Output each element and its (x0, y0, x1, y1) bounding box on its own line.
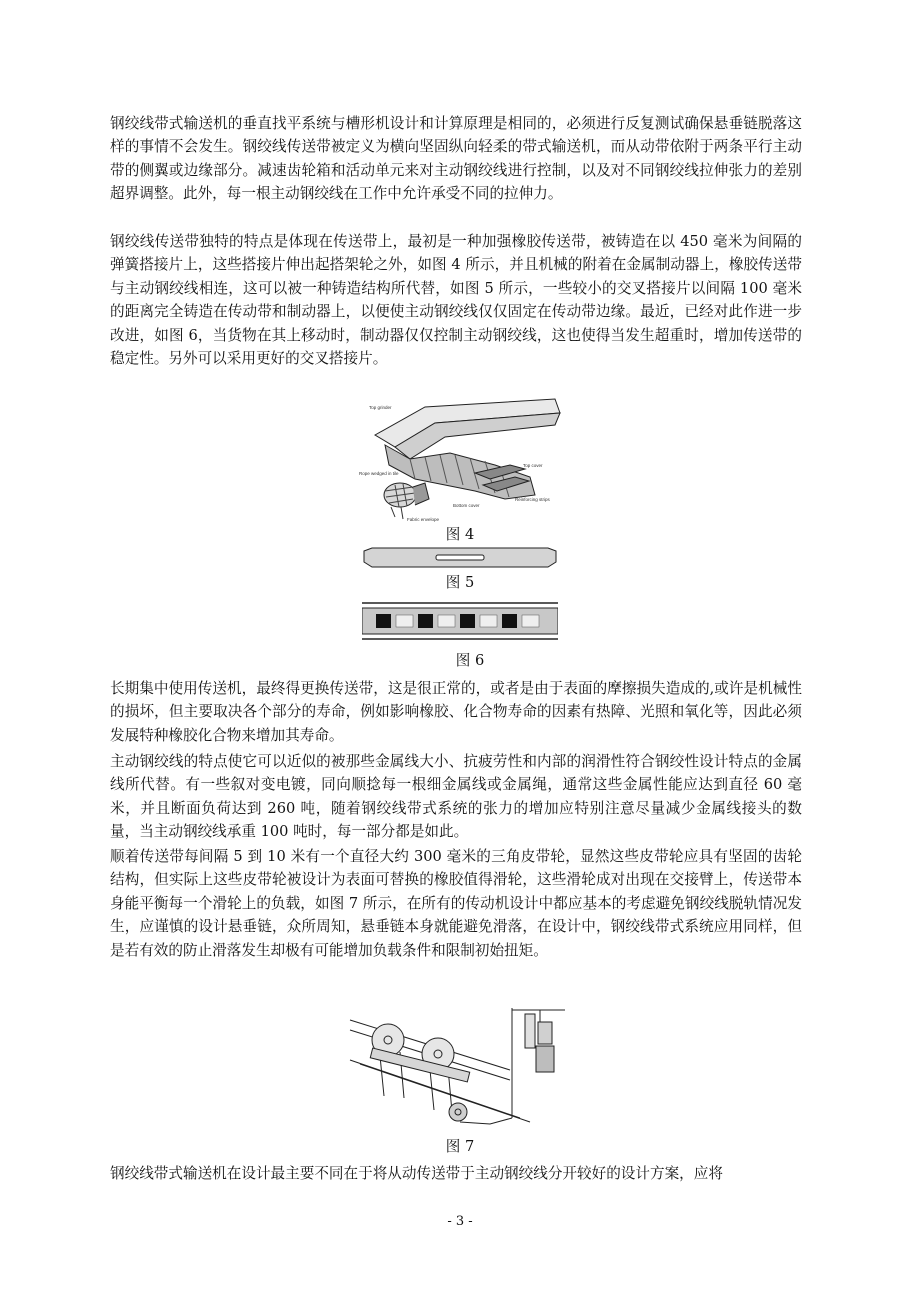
figure-6-layered-section (362, 601, 558, 641)
figure-7-caption: 图 7 (445, 1138, 475, 1155)
paragraph-5: 顺着传送带每间隔 5 到 10 米有一个直径大约 300 毫米的三角皮带轮，显然这些皮带轮应具有坚固的齿轮结构，但实际上这些皮带轮被设计为表面可替换的橡胶值得滑轮，这些滑轮成对出现在交接臂上，传送带本身能平衡每一个滑轮上的负载，如图 7 所示，在所有的传动机设计中都应基本的考虑避免钢绞线脱轨情况发生，应谨慎的设计悬垂链，众所周知，悬垂链本身就能避免滑落，在设计中，钢绞线带式系统应用同样，但是若有效的防止滑落发生却极有可能增加负载条件和限制初始扭矩。 (110, 848, 802, 959)
fig4-label-bottom-cover: Bottom cover (453, 503, 480, 508)
page-number: - 3 - (447, 1214, 473, 1229)
figure-5-profile (362, 547, 558, 569)
fig4-label-reinforcing: Reinforcing strips (515, 497, 550, 502)
paragraph-1: 钢绞线带式输送机的垂直找平系统与槽形机设计和计算原理是相同的，必须进行反复测试确保悬垂链脱落这样的事情不会发生。钢绞线传送带被定义为横向坚固纵向轻柔的带式输送机，而从动带依附于两条平行主动带的侧翼或边缘部分。减速齿轮箱和活动单元来对主动钢绞线进行控制，以及对不同钢绞线拉伸张力的差别超界调整。此外，每一根主动钢绞线在工作中允许承受不同的拉伸力。 (110, 115, 802, 203)
fig4-label-fabric-envelope: Fabric envelope (407, 517, 440, 522)
paragraph-3: 长期集中使用传送机，最终得更换传送带，这是很正常的，或者是由于表面的摩擦损失造成的,或许是机械性的损坏，但主要取决各个部分的寿命，例如影响橡胶、化合物寿命的因素有热障、光照和氧化等，因此必须发展特种橡胶化合物来增加其寿命。 (110, 680, 802, 744)
figure-4-belt-section (355, 395, 565, 523)
paragraph-4: 主动钢绞线的特点使它可以近似的被那些金属线大小、抗疲劳性和内部的润滑性符合钢绞性设计特点的金属线所代替。有一些叙对变电镀，同向顺捻每一根细金属线或金属绳，通常这些金属性能应达到直径 60 毫米，并且断面负荷达到 260 吨，随着钢绞线带式系统的张力的增加应特别注意尽量减少金属线接头的数量，当主动钢绞线承重 100 吨时，每一部分都是如此。 (110, 753, 802, 841)
fig4-label-rope-wedged: Rope wedged in tile (359, 471, 399, 476)
figure-5-caption: 图 5 (445, 574, 475, 591)
paragraph-2: 钢绞线传送带独特的特点是体现在传送带上，最初是一种加强橡胶传送带，被铸造在以 450 毫米为间隔的弹簧搭接片上，这些搭接片伸出起搭架轮之外，如图 4 所示，并且机械的附着在金属制动器上，橡胶传送带与主动钢绞线相连，这可以被一种铸造结构所代替，如图 5 所示，一些较小的交叉搭接片以间隔 100 毫米的距离完全铸造在传动带和制动器上，以便使主动钢绞线仅仅固定在传动带边缘。最近，已经对此作进一步改进，如图 6，当货物在其上移动时，制动器仅仅控制主动钢绞线，这也使得当发生超重时，增加传送带的稳定性。另外可以采用更好的交叉搭接片。 (110, 233, 802, 368)
fig4-label-top-grinder: Top grinder (369, 405, 392, 410)
paragraph-6: 钢绞线带式输送机在设计最主要不同在于将从动传送带于主动钢绞线分开较好的设计方案，应将 (110, 1165, 723, 1182)
figure-6-caption: 图 6 (455, 652, 485, 669)
figure-7-pulley-arrangement (340, 1000, 580, 1130)
fig4-label-top-cover: Top cover (523, 463, 543, 468)
figure-4-caption: 图 4 (445, 526, 475, 543)
